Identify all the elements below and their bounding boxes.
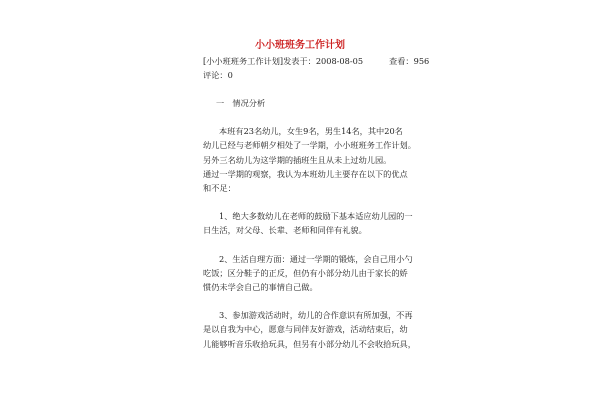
paragraph-item-1 [203, 209, 413, 237]
text-line: 1、绝大多数幼儿在老师的鼓励下基本适应幼儿园的一 [219, 211, 413, 222]
article-title: 小小班班务工作计划 [255, 40, 345, 51]
paragraph-observation [203, 167, 413, 195]
text-line: 2、生活自理方面：通过一学期的锻炼，会自己用小勺 [219, 253, 413, 264]
text-line: 通过一学期的观察，我认为本班幼儿主要存在以下的优点 [203, 168, 408, 179]
text-line: 另外三名幼儿为这学期的插班生且从未上过幼儿园。 [203, 154, 392, 165]
text-line: 本班有23名幼儿，女生9名，男生14名，其中20名 [219, 126, 403, 137]
paragraph-item-3 [203, 308, 416, 351]
view-count: 查看：956 [389, 56, 430, 66]
section-heading: 一 情况分析 [216, 98, 266, 108]
publish-info: [小小班班务工作计划]发表于：2008-08-05 [203, 56, 364, 66]
text-line: 3、参加游戏活动时，幼儿的合作意识有所加强，不再 [219, 310, 413, 321]
text-line: 幼儿已经与老师朝夕相处了一学期，小小班班务工作计划。 [203, 140, 416, 151]
article-meta [203, 54, 430, 82]
text-line: 惯仍未学会自己的事情自己做。 [203, 282, 318, 293]
text-line: 儿能够听音乐收拾玩具，但另有小部分幼儿不会收拾玩具， [203, 338, 416, 349]
text-line: 和不足： [203, 183, 236, 194]
text-line: 日生活，对父母、长辈、老师和同伴有礼貌。 [203, 225, 367, 236]
paragraph-item-2 [203, 252, 413, 295]
text-line: 是以自我为中心，愿意与同伴友好游戏，活动结束后，幼 [203, 324, 408, 335]
article-body [203, 96, 416, 351]
paragraph-class-overview [203, 124, 416, 167]
text-line: 吃饭；区分鞋子的正反，但仍有小部分幼儿由于家长的娇 [203, 267, 408, 278]
comment-count: 评论：0 [203, 70, 233, 80]
